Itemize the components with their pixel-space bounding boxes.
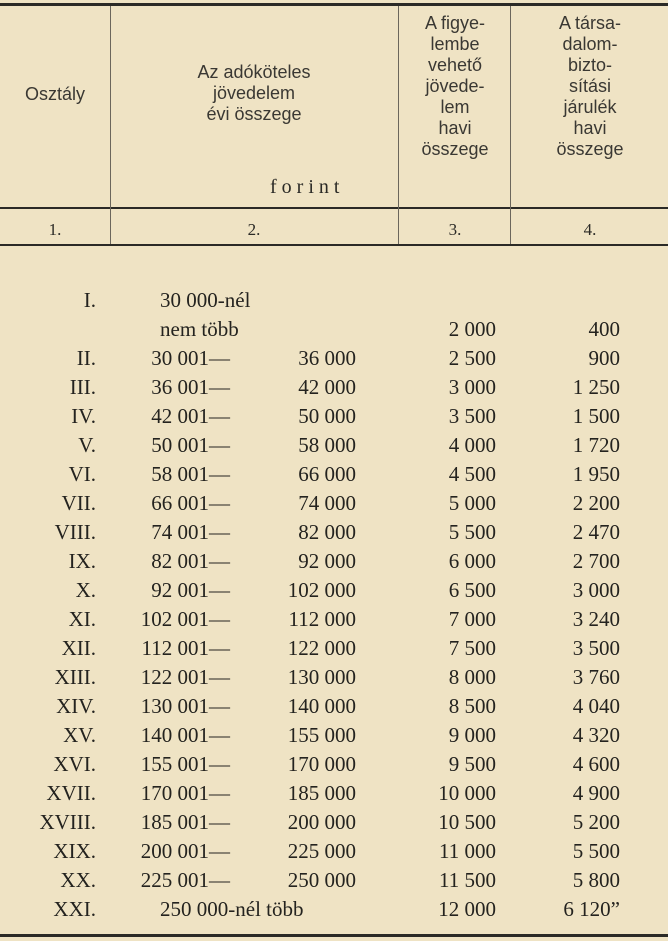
contribution-cell: 1 250 [572,375,620,399]
contribution-cell: 4 040 [572,694,620,718]
monthly-income-cell: 9 000 [448,723,496,747]
monthly-income-cell: 10 500 [438,810,496,834]
header-line: sítási [568,76,611,96]
monthly-income-cell: 2 000 [448,317,496,341]
monthly-income-cell: 8 000 [448,665,496,689]
column-divider [510,6,511,244]
income-range-high: 170 000 [287,752,356,776]
income-range-low: 225 001— [140,868,230,892]
header-col4 [512,13,668,160]
class-cell: I. [83,288,96,312]
header-line: A társa- [558,13,622,33]
header-line: összege [421,139,489,159]
income-range-high: 50 000 [298,404,356,428]
monthly-income-cell: 5 500 [448,520,496,544]
income-range-high: 112 000 [288,607,356,631]
income-range-high: 36 000 [298,346,356,370]
table-row [0,866,668,895]
contribution-cell: 900 [588,346,620,370]
contribution-cell: 400 [588,317,620,341]
monthly-income-cell: 10 000 [438,781,496,805]
class-cell: VI. [68,462,96,486]
monthly-income-cell: 7 500 [448,636,496,660]
table-row [0,750,668,779]
contribution-cell: 1 950 [572,462,620,486]
table-row [0,634,668,663]
monthly-income-cell: 11 500 [439,868,496,892]
income-range-low: 36 001— [151,375,230,399]
contribution-cell: 4 900 [572,781,620,805]
table-row [0,315,668,344]
contribution-cell: 3 240 [572,607,620,631]
header-line: járulék [563,97,617,117]
header-line: havi [438,118,472,138]
header-line: vehető [427,55,483,75]
contribution-cell: 6 120” [563,897,620,921]
monthly-income-cell: 3 000 [448,375,496,399]
contribution-cell: 5 500 [572,839,620,863]
class-cell: VII. [61,491,96,515]
monthly-income-cell: 4 500 [448,462,496,486]
header-rule [0,207,668,209]
income-range-low: 92 001— [151,578,230,602]
class-cell: III. [69,375,96,399]
income-range-low: 112 001— [141,636,230,660]
monthly-income-cell: 11 000 [439,839,496,863]
contribution-cell: 4 320 [572,723,620,747]
header-line: összege [556,139,624,159]
contribution-cell: 3 000 [572,578,620,602]
table-row [0,460,668,489]
table-row [0,489,668,518]
income-range-high: 185 000 [287,781,356,805]
income-range-low: 82 001— [151,549,230,573]
monthly-income-cell: 6 500 [448,578,496,602]
income-range-high: 130 000 [287,665,356,689]
class-cell: XVIII. [39,810,96,834]
monthly-income-cell: 9 500 [448,752,496,776]
header-line: jövede- [425,76,485,96]
table-row [0,837,668,866]
income-range-text: 30 000-nél [160,288,251,312]
income-range-high: 225 000 [287,839,356,863]
income-range-high: 155 000 [287,723,356,747]
table-row [0,576,668,605]
contribution-cell: 2 200 [572,491,620,515]
monthly-income-cell: 6 000 [448,549,496,573]
column-divider [110,6,111,244]
header-line: bizto- [567,55,612,75]
class-cell: V. [78,433,96,457]
income-range-low: 50 001— [151,433,230,457]
header-line: jövedelem [212,83,296,103]
table-row [0,344,668,373]
top-rule [0,3,668,6]
income-range-high: 74 000 [298,491,356,515]
contribution-cell: 1 500 [572,404,620,428]
header-col3 [400,13,510,160]
monthly-income-cell: 4 000 [448,433,496,457]
class-cell: XIV. [56,694,96,718]
income-range-high: 250 000 [287,868,356,892]
income-range-high: 200 000 [287,810,356,834]
header-line: lembe [430,34,480,54]
header-line: lem [440,97,470,117]
income-range-low: 170 001— [140,781,230,805]
income-range-high: 66 000 [298,462,356,486]
bottom-rule [0,934,668,937]
income-range-high: 92 000 [298,549,356,573]
contribution-cell: 1 720 [572,433,620,457]
income-range-low: 122 001— [140,665,230,689]
class-cell: XVII. [46,781,96,805]
contribution-cell: 3 500 [572,636,620,660]
class-cell: XI. [68,607,96,631]
income-range-low: 155 001— [140,752,230,776]
header-line: Osztály [24,84,85,104]
contribution-cell: 3 760 [572,665,620,689]
class-cell: VIII. [54,520,96,544]
table-row [0,605,668,634]
class-cell: IX. [68,549,96,573]
monthly-income-cell: 7 000 [448,607,496,631]
column-number-rule [0,244,668,246]
contribution-cell: 4 600 [572,752,620,776]
income-range-high: 42 000 [298,375,356,399]
income-range-high: 82 000 [298,520,356,544]
class-cell: XVI. [53,752,96,776]
income-range-low: 66 001— [151,491,230,515]
column-divider [398,6,399,244]
income-range-high: 58 000 [298,433,356,457]
column-number: 3. [448,220,462,239]
header-line: Az adóköteles [197,62,311,82]
income-range-high: 122 000 [287,636,356,660]
table-row [0,373,668,402]
table-row [0,721,668,750]
income-range-low: 140 001— [140,723,230,747]
monthly-income-cell: 12 000 [438,897,496,921]
class-cell: XXI. [53,897,96,921]
income-range-low: 58 001— [151,462,230,486]
income-range-text: 250 000-nél több [160,897,304,921]
header-line: A figye- [424,13,486,33]
unit-label: forint [270,176,345,198]
income-range-text: nem több [160,317,239,341]
table-row [0,692,668,721]
monthly-income-cell: 5 000 [448,491,496,515]
contribution-cell: 2 470 [572,520,620,544]
class-cell: IV. [71,404,96,428]
column-number: 2. [247,220,261,239]
contribution-cell: 5 800 [572,868,620,892]
table-row [0,431,668,460]
income-range-low: 200 001— [140,839,230,863]
class-cell: XIX. [53,839,96,863]
class-cell: XX. [60,868,96,892]
table-row [0,895,668,924]
class-cell: XII. [61,636,96,660]
monthly-income-cell: 8 500 [448,694,496,718]
table-row [0,547,668,576]
column-number: 1. [48,220,62,239]
table-row [0,779,668,808]
income-range-low: 30 001— [151,346,230,370]
income-range-low: 130 001— [140,694,230,718]
class-cell: X. [75,578,96,602]
header-col1 [0,84,110,105]
contribution-cell: 2 700 [572,549,620,573]
table-row [0,663,668,692]
table-row [0,518,668,547]
income-range-low: 185 001— [140,810,230,834]
table-row [0,402,668,431]
monthly-income-cell: 2 500 [448,346,496,370]
header-line: dalom- [562,34,618,54]
income-range-high: 140 000 [287,694,356,718]
class-cell: XIII. [54,665,96,689]
income-range-high: 102 000 [287,578,356,602]
monthly-income-cell: 3 500 [448,404,496,428]
header-col2 [112,62,396,125]
header-line: havi [573,118,607,138]
income-range-low: 102 001— [140,607,230,631]
class-cell: XV. [63,723,96,747]
income-range-low: 74 001— [151,520,230,544]
class-cell: II. [76,346,96,370]
table-row [0,286,668,315]
income-range-low: 42 001— [151,404,230,428]
column-number: 4. [583,220,597,239]
table-row [0,808,668,837]
contribution-cell: 5 200 [572,810,620,834]
header-line: évi összege [206,104,302,124]
